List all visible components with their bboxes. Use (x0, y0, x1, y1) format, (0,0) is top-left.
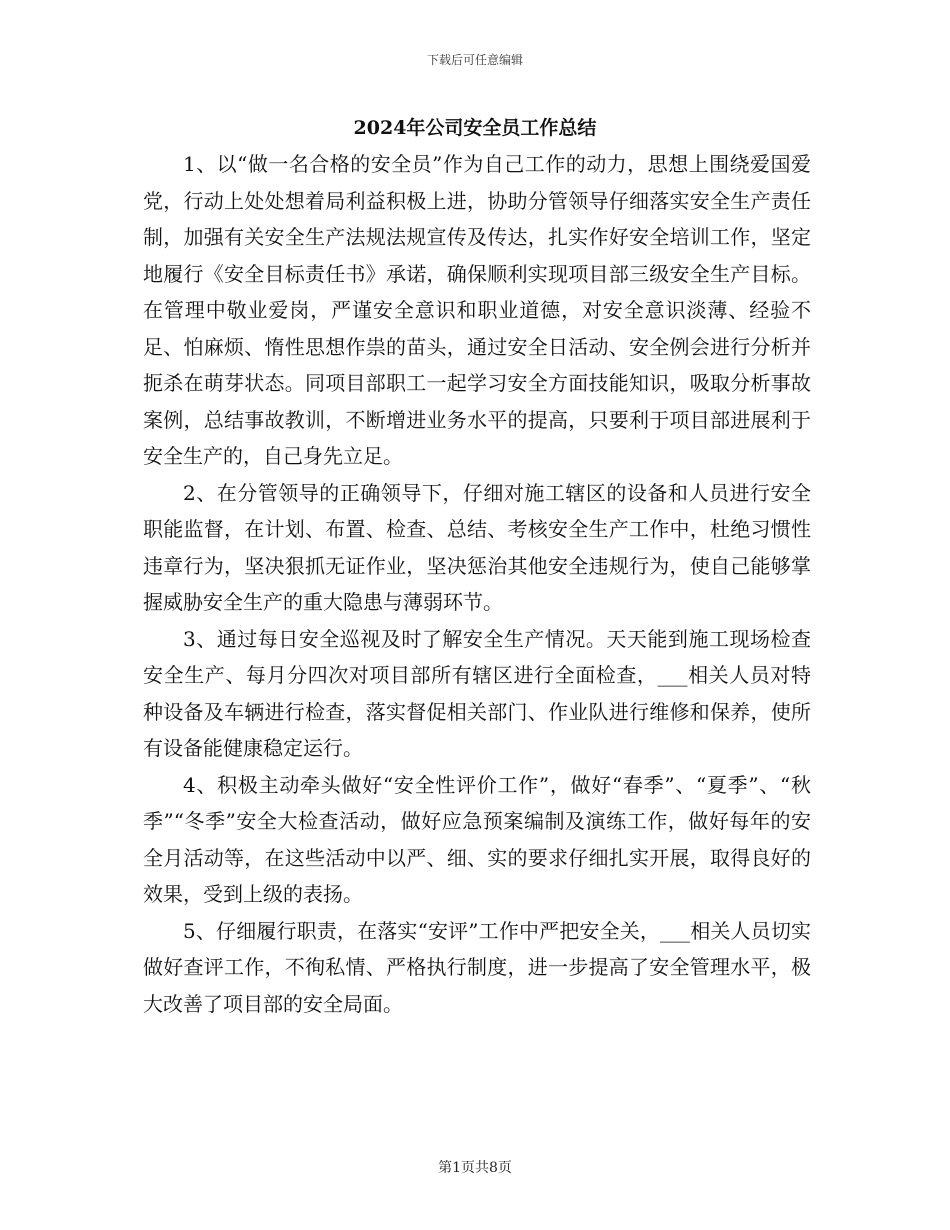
paragraph-5: 5、仔细履行职责，在落实“安评”工作中严把安全关，___相关人员切实做好查评工作，不徇私情、严格执行制度，进一步提高了安全管理水平，极大改善了项目部的安全局面。 (143, 918, 811, 1016)
page-number-footer: 第1页共8页 (438, 1160, 512, 1176)
document-body (143, 146, 811, 1022)
paragraph-4: 4、积极主动牵头做好“安全性评价工作”，做好“春季”、“夏季”、“秋季”“冬季”安全大检查活动，做好应急预案编制及演练工作，做好每年的安全月活动等，在这些活动中以严、细、实的要求仔细扎实开展，取得良好的效果，受到上级的表扬。 (143, 772, 811, 906)
paragraph-2: 2、在分管领导的正确领导下，仔细对施工辖区的设备和人员进行安全职能监督，在计划、布置、检查、总结、考核安全生产工作中，杜绝习惯性违章行为，坚决狠抓无证作业，坚决惩治其他安全违规行为，使自己能够掌握威胁安全生产的重大隐患与薄弱环节。 (143, 480, 811, 614)
document-title: 2024年公司安全员工作总结 (353, 117, 597, 139)
page-header-note: 下载后可任意编辑 (426, 53, 523, 67)
paragraph-3: 3、通过每日安全巡视及时了解安全生产情况。天天能到施工现场检查安全生产、每月分四次对项目部所有辖区进行全面检查，___相关人员对特种设备及车辆进行检查，落实督促相关部门、作业队进行维修和保养，使所有设备能健康稳定运行。 (143, 626, 811, 760)
paragraph-1: 1、以“做一名合格的安全员”作为自己工作的动力，思想上围绕爱国爱党，行动上处处想着局利益积极上进，协助分管领导仔细落实安全生产责任制，加强有关安全生产法规法规宣传及传达，扎实作好安全培训工作，坚定地履行《安全目标责任书》承诺，确保顺利实现项目部三级安全生产目标。在管理中敬业爱岗，严谨安全意识和职业道德，对安全意识淡薄、经验不足、怕麻烦、惰性思想作祟的苗头，通过安全日活动、安全例会进行分析并扼杀在萌芽状态。同项目部职工一起学习安全方面技能知识，吸取分析事故案例，总结事故教训，不断增进业务水平的提高，只要利于项目部进展利于安全生产的，自己身先立足。 (143, 152, 811, 468)
